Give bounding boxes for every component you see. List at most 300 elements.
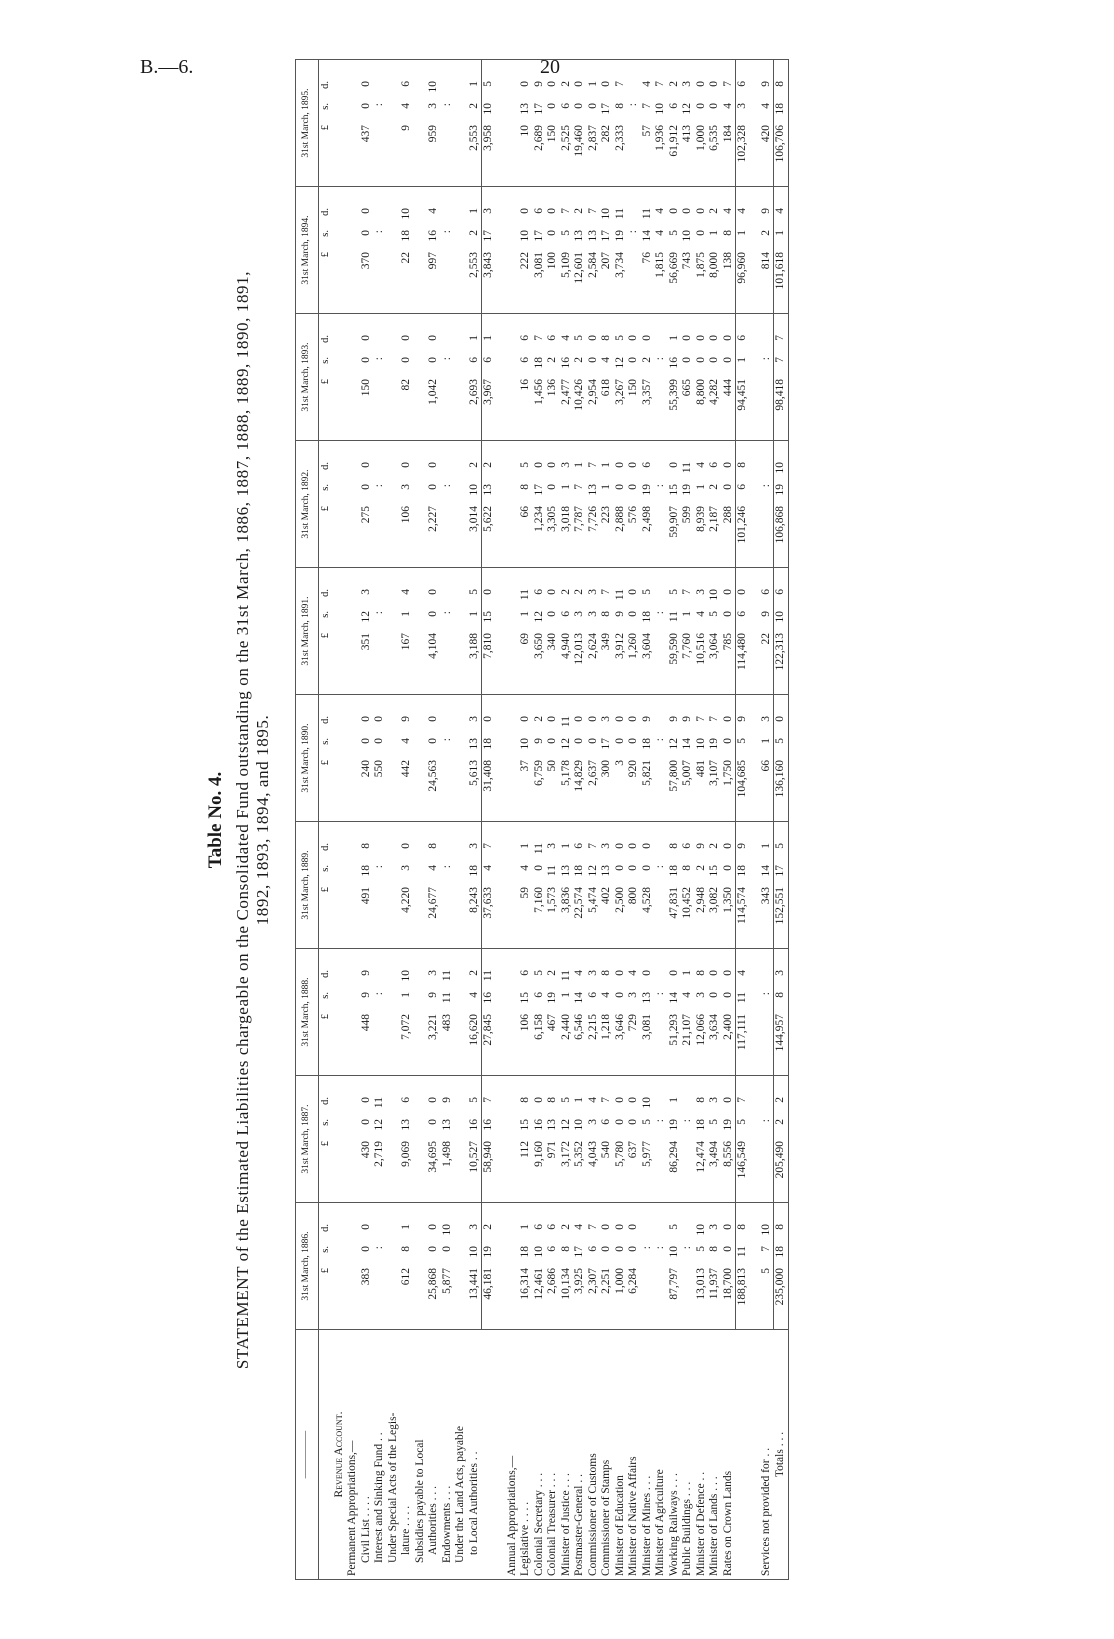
pounds-value: 223 <box>600 506 612 524</box>
shillings-value: 19 <box>482 1246 494 1258</box>
pence-value: 6 <box>400 1097 412 1103</box>
shillings-value: 4 <box>600 357 612 363</box>
shillings-value: 7 <box>774 357 786 363</box>
pence-value: 1 <box>600 462 612 468</box>
pence-value: 0 <box>519 208 531 214</box>
value-cell <box>722 441 736 568</box>
value-cell <box>533 949 547 1076</box>
value-cell <box>668 1076 682 1203</box>
pounds-value: 2,954 <box>586 379 599 405</box>
value-cell <box>468 187 482 314</box>
pounds-value: 491 <box>359 887 372 905</box>
shillings-value: 7 <box>759 1246 772 1252</box>
pounds-value: 87,797 <box>667 1268 680 1300</box>
value-cell <box>414 949 428 1076</box>
pounds-value: 959 <box>427 125 439 143</box>
shillings-value: 10 <box>667 1246 680 1258</box>
pence-value: 4 <box>736 970 748 976</box>
pounds-value: 1,000 <box>694 125 707 151</box>
pence-value: 6 <box>519 335 531 341</box>
shillings-value: 0 <box>546 484 558 490</box>
value-cell <box>627 1203 641 1330</box>
value-cell <box>681 314 695 441</box>
pounds-value: 25,868 <box>427 1268 439 1300</box>
shillings-value: 3 <box>400 865 412 871</box>
pence-value: 2 <box>559 589 572 595</box>
value-cell <box>414 1076 428 1203</box>
value-cell <box>400 1203 414 1330</box>
value-cell <box>627 568 641 695</box>
pounds-value: 467 <box>546 1014 558 1032</box>
pence-value: 0 <box>640 843 653 849</box>
shillings-value: 0 <box>694 230 707 236</box>
shillings-value: 10 <box>467 484 480 496</box>
pence-value: 8 <box>736 1224 748 1230</box>
pence-value: 0 <box>427 1097 439 1103</box>
shillings-value: : <box>373 230 385 234</box>
pence-value: 0 <box>600 81 612 87</box>
shillings-value: 0 <box>613 1119 626 1125</box>
value-cell <box>496 568 506 695</box>
value-cell <box>360 695 374 822</box>
shillings-value: 9 <box>532 738 545 744</box>
value-cell <box>427 60 441 187</box>
value-cell <box>760 314 774 441</box>
value-cell <box>560 822 574 949</box>
shillings-value: 3 <box>627 992 639 998</box>
value-cell <box>441 187 455 314</box>
pence-value: 0 <box>613 970 626 976</box>
value-cell <box>468 822 482 949</box>
pence-value: 1 <box>573 462 585 468</box>
value-cell <box>560 187 574 314</box>
pence-value: 0 <box>613 1224 626 1230</box>
unit-symbol: d. <box>320 1097 331 1105</box>
shillings-value: 16 <box>667 357 680 369</box>
value-cell <box>387 441 401 568</box>
pence-value: 7 <box>694 716 707 722</box>
pounds-value: 10,426 <box>573 379 585 411</box>
pence-value: 0 <box>681 335 693 341</box>
pence-value: 2 <box>573 589 585 595</box>
value-cell <box>774 568 789 695</box>
units-cell <box>319 1203 333 1330</box>
pence-value: 7 <box>721 81 734 87</box>
shillings-value: 12 <box>359 611 372 623</box>
pounds-value: 997 <box>427 252 439 270</box>
pence-value: 9 <box>694 843 707 849</box>
table-row <box>360 60 374 1580</box>
pounds-value: 2,948 <box>694 887 707 913</box>
unit-symbol: £ <box>320 1268 331 1274</box>
value-cell <box>454 568 468 695</box>
value-cell <box>573 822 587 949</box>
shillings-value: 6 <box>559 611 572 617</box>
pounds-value: 5,178 <box>559 760 572 786</box>
unit-symbol: s. <box>320 738 331 745</box>
pence-value: 11 <box>373 1097 385 1109</box>
value-cell <box>654 441 668 568</box>
value-cell <box>360 441 374 568</box>
column-header-1: 31st March, 1887. <box>296 1076 319 1203</box>
value-cell <box>400 314 414 441</box>
pence-value: 7 <box>613 81 626 87</box>
pounds-value: 800 <box>627 887 639 905</box>
pounds-value: 437 <box>359 125 372 143</box>
shillings-value: 0 <box>681 357 693 363</box>
shillings-value: 0 <box>546 611 558 617</box>
shillings-value: 4 <box>759 103 772 109</box>
shillings-value: : <box>759 357 772 361</box>
pence-value: 11 <box>613 589 626 601</box>
pounds-value: 21,107 <box>681 1014 693 1046</box>
pence-value: 6 <box>532 589 545 595</box>
value-cell <box>519 949 533 1076</box>
shillings-value: 0 <box>586 357 599 363</box>
pence-value: 0 <box>613 843 626 849</box>
pence-value: 4 <box>573 1224 585 1230</box>
pounds-value: 3,064 <box>708 633 720 659</box>
pence-value: 0 <box>627 462 639 468</box>
pounds-value: 2,400 <box>721 1014 734 1040</box>
shillings-value: 0 <box>627 1119 639 1125</box>
value-cell <box>441 695 455 822</box>
pounds-value: 5,613 <box>467 760 480 786</box>
pence-value: 4 <box>654 208 666 214</box>
shillings-value: 18 <box>467 865 480 877</box>
value-cell <box>750 695 760 822</box>
value-cell <box>400 1076 414 1203</box>
pounds-value: 117,111 <box>736 1014 748 1051</box>
pounds-value: 100 <box>546 252 558 270</box>
shillings-value: 9 <box>759 611 772 617</box>
value-cell <box>600 949 614 1076</box>
shillings-value: 0 <box>359 1119 372 1125</box>
pence-value: 11 <box>440 970 453 982</box>
shillings-value: 5 <box>774 738 786 744</box>
shillings-value: 8 <box>400 1246 412 1252</box>
value-cell <box>760 822 774 949</box>
value-cell <box>387 568 401 695</box>
value-cell <box>695 1076 709 1203</box>
unit-symbol: s. <box>320 103 331 110</box>
pence-value: 0 <box>667 970 680 976</box>
pounds-value: 3,082 <box>708 887 720 913</box>
shillings-value: : <box>627 230 639 234</box>
value-cell <box>614 187 628 314</box>
pence-value: 0 <box>708 81 720 87</box>
shillings-value: 11 <box>546 865 558 877</box>
pounds-value: 104,685 <box>736 760 748 798</box>
shillings-value: 18 <box>573 865 585 877</box>
value-cell <box>614 695 628 822</box>
pence-value: 8 <box>667 843 680 849</box>
pence-value: 10 <box>400 970 412 982</box>
value-cell <box>346 1076 360 1203</box>
pence-value: 0 <box>721 716 734 722</box>
pounds-value: 59,590 <box>667 633 680 665</box>
units-cell <box>319 822 333 949</box>
pounds-value: 5 <box>759 1268 772 1274</box>
table-title-line-2: 1892, 1893, 1894, and 1895. <box>253 714 272 926</box>
value-cell <box>668 1203 682 1330</box>
shillings-value: 8 <box>559 1246 572 1252</box>
pence-value: 0 <box>774 716 786 722</box>
value-cell <box>736 441 750 568</box>
pence-value: 7 <box>708 716 720 722</box>
shillings-value: 14 <box>681 738 693 750</box>
pence-value: 3 <box>586 970 599 976</box>
shillings-value: 17 <box>600 230 612 242</box>
pounds-value: 483 <box>440 1014 453 1032</box>
shillings-value: : <box>627 103 639 107</box>
pence-value: 4 <box>400 589 412 595</box>
pence-value: 6 <box>519 970 531 976</box>
shillings-value: 8 <box>600 611 612 617</box>
value-cell <box>360 568 374 695</box>
table-row <box>482 60 496 1580</box>
value-cell <box>641 441 655 568</box>
value-cell <box>774 1203 789 1330</box>
pence-value: 0 <box>427 462 439 468</box>
value-cell <box>695 314 709 441</box>
row-label: Revenue Account. <box>333 1330 347 1580</box>
shillings-value: 13 <box>559 865 572 877</box>
shillings-value: 19 <box>681 484 693 496</box>
pence-value: 2 <box>559 1224 572 1230</box>
shillings-value: 0 <box>359 357 372 363</box>
units-cell <box>319 1076 333 1203</box>
shillings-value: 5 <box>708 1119 720 1125</box>
pence-value: 0 <box>600 1224 612 1230</box>
pence-value: 2 <box>482 1224 494 1230</box>
value-cell <box>627 187 641 314</box>
unit-symbol: d. <box>320 589 331 597</box>
pounds-value: 3,925 <box>573 1268 585 1294</box>
units-row-label <box>319 1330 333 1580</box>
value-cell <box>546 60 560 187</box>
pence-value: 4 <box>640 81 653 87</box>
shillings-value: 17 <box>573 1246 585 1258</box>
pounds-value: 349 <box>600 633 612 651</box>
pounds-value: 46,181 <box>482 1268 494 1300</box>
pounds-value: 4,043 <box>586 1141 599 1167</box>
pounds-value: 136,160 <box>774 760 786 798</box>
pounds-value: 31,408 <box>482 760 494 792</box>
pence-value: 0 <box>708 970 720 976</box>
value-cell <box>519 1076 533 1203</box>
shillings-value: : <box>654 1246 666 1250</box>
pence-value: 0 <box>667 462 680 468</box>
value-cell <box>373 314 387 441</box>
pence-value: 8 <box>519 1097 531 1103</box>
pence-value: 2 <box>467 462 480 468</box>
value-cell <box>641 314 655 441</box>
shillings-value: 3 <box>586 611 599 617</box>
value-cell <box>668 568 682 695</box>
shillings-value: 10 <box>519 230 531 242</box>
value-cell <box>387 187 401 314</box>
pence-value: 11 <box>559 716 572 728</box>
value-cell <box>414 314 428 441</box>
pence-value: 6 <box>400 81 412 87</box>
value-cell <box>373 568 387 695</box>
shillings-value: : <box>440 484 453 488</box>
shillings-value: 0 <box>613 1246 626 1252</box>
pence-value: 3 <box>708 1224 720 1230</box>
pence-value: 2 <box>467 970 480 976</box>
table-row <box>519 60 533 1580</box>
shillings-value: 19 <box>546 992 558 1004</box>
shillings-value: 13 <box>400 1119 412 1131</box>
shillings-value: 19 <box>613 230 626 242</box>
pounds-value: 550 <box>373 760 385 778</box>
pence-value: 0 <box>694 335 707 341</box>
shillings-value: 14 <box>667 992 680 1004</box>
row-label <box>496 1330 506 1580</box>
shillings-value: 14 <box>759 865 772 877</box>
pounds-value: 184 <box>721 125 734 143</box>
value-cell <box>573 1203 587 1330</box>
pence-value: 0 <box>573 81 585 87</box>
row-label: Under Special Acts of the Legis- <box>387 1330 401 1580</box>
pence-value: 7 <box>654 81 666 87</box>
row-label: Rates on Crown Lands <box>722 1330 736 1580</box>
value-cell <box>627 1076 641 1203</box>
pounds-value: 785 <box>721 633 734 651</box>
value-cell <box>641 187 655 314</box>
pounds-value: 814 <box>759 252 772 270</box>
value-cell <box>360 314 374 441</box>
value-cell <box>373 1203 387 1330</box>
pounds-value: 106 <box>519 1014 531 1032</box>
shillings-value: 18 <box>519 1246 531 1258</box>
pence-value: 9 <box>532 81 545 87</box>
row-label <box>482 1330 496 1580</box>
pence-value: 2 <box>559 81 572 87</box>
pounds-value: 3,305 <box>546 506 558 532</box>
shillings-value: 0 <box>708 357 720 363</box>
pounds-value: 920 <box>627 760 639 778</box>
shillings-value: 4 <box>519 865 531 871</box>
pounds-value: 76 <box>640 252 653 264</box>
pence-value: 1 <box>482 335 494 341</box>
pence-value: 0 <box>721 843 734 849</box>
pounds-value: 19,460 <box>573 125 585 157</box>
pence-value: 5 <box>613 335 626 341</box>
pence-value: 3 <box>600 716 612 722</box>
shillings-value: 13 <box>600 865 612 877</box>
shillings-value: 13 <box>440 1119 453 1131</box>
value-cell <box>468 949 482 1076</box>
pounds-value: 6,759 <box>532 760 545 786</box>
value-cell <box>506 314 520 441</box>
pounds-value: 2,525 <box>559 125 572 151</box>
value-cell <box>414 441 428 568</box>
value-cell <box>454 314 468 441</box>
value-cell <box>750 314 760 441</box>
value-cell <box>496 1203 506 1330</box>
pounds-value: 3,014 <box>467 506 480 532</box>
pence-value: 10 <box>708 589 720 601</box>
shillings-value: 0 <box>721 738 734 744</box>
shillings-value: 19 <box>774 484 786 496</box>
value-cell <box>496 314 506 441</box>
pounds-value: 6,284 <box>627 1268 639 1294</box>
pence-value: 11 <box>532 843 545 855</box>
pence-value: 0 <box>627 716 639 722</box>
shillings-value: : <box>654 992 666 996</box>
shillings-value: 0 <box>427 611 439 617</box>
table-row <box>736 60 750 1580</box>
value-cell <box>506 1203 520 1330</box>
column-header-8: 31st March, 1894. <box>296 187 319 314</box>
pounds-value: 420 <box>759 125 772 143</box>
value-cell <box>333 822 347 949</box>
shillings-value: 0 <box>400 357 412 363</box>
table-row <box>454 60 468 1580</box>
row-label: Permanent Appropriations,— <box>346 1330 360 1580</box>
value-cell <box>482 949 496 1076</box>
value-cell <box>333 568 347 695</box>
value-cell <box>760 1076 774 1203</box>
shillings-value: : <box>373 865 385 869</box>
pounds-value: 10,527 <box>467 1141 480 1173</box>
value-cell <box>519 568 533 695</box>
shillings-value: 0 <box>613 738 626 744</box>
column-header-9: 31st March, 1895. <box>296 60 319 187</box>
row-label: Minister of Agriculture <box>654 1330 668 1580</box>
column-header-row <box>296 60 319 1580</box>
value-cell <box>600 695 614 822</box>
pence-value: 11 <box>613 208 626 220</box>
pounds-value: 2,251 <box>600 1268 612 1294</box>
pence-value: 6 <box>736 81 748 87</box>
value-cell <box>587 1203 601 1330</box>
pounds-value: 235,000 <box>774 1268 786 1306</box>
value-cell <box>750 568 760 695</box>
pounds-value: 22 <box>400 252 412 264</box>
pence-value: 6 <box>774 589 786 595</box>
shillings-value: 10 <box>482 103 494 115</box>
pounds-value: 1,234 <box>532 506 545 532</box>
pence-value: 9 <box>736 843 748 849</box>
value-cell <box>681 568 695 695</box>
shillings-value: 3 <box>427 103 439 109</box>
pounds-value: 12,601 <box>573 252 585 284</box>
value-cell <box>427 314 441 441</box>
pence-value: 2 <box>708 208 720 214</box>
shillings-value: 19 <box>667 1119 680 1131</box>
shillings-value: 7 <box>573 484 585 490</box>
shillings-value: 18 <box>774 1246 786 1258</box>
pence-value: 4 <box>721 208 734 214</box>
shillings-value: 4 <box>721 103 734 109</box>
pence-value: 1 <box>467 208 480 214</box>
value-cell <box>722 1076 736 1203</box>
value-cell <box>587 314 601 441</box>
row-label: Minister of Justice . . . <box>560 1330 574 1580</box>
pounds-value: 2,227 <box>427 506 439 532</box>
value-cell <box>346 187 360 314</box>
value-cell <box>441 568 455 695</box>
value-cell <box>722 822 736 949</box>
shillings-value: : <box>373 1246 385 1250</box>
value-cell <box>533 187 547 314</box>
value-cell <box>482 695 496 822</box>
pounds-value: 1,000 <box>613 1268 626 1294</box>
value-cell <box>560 441 574 568</box>
